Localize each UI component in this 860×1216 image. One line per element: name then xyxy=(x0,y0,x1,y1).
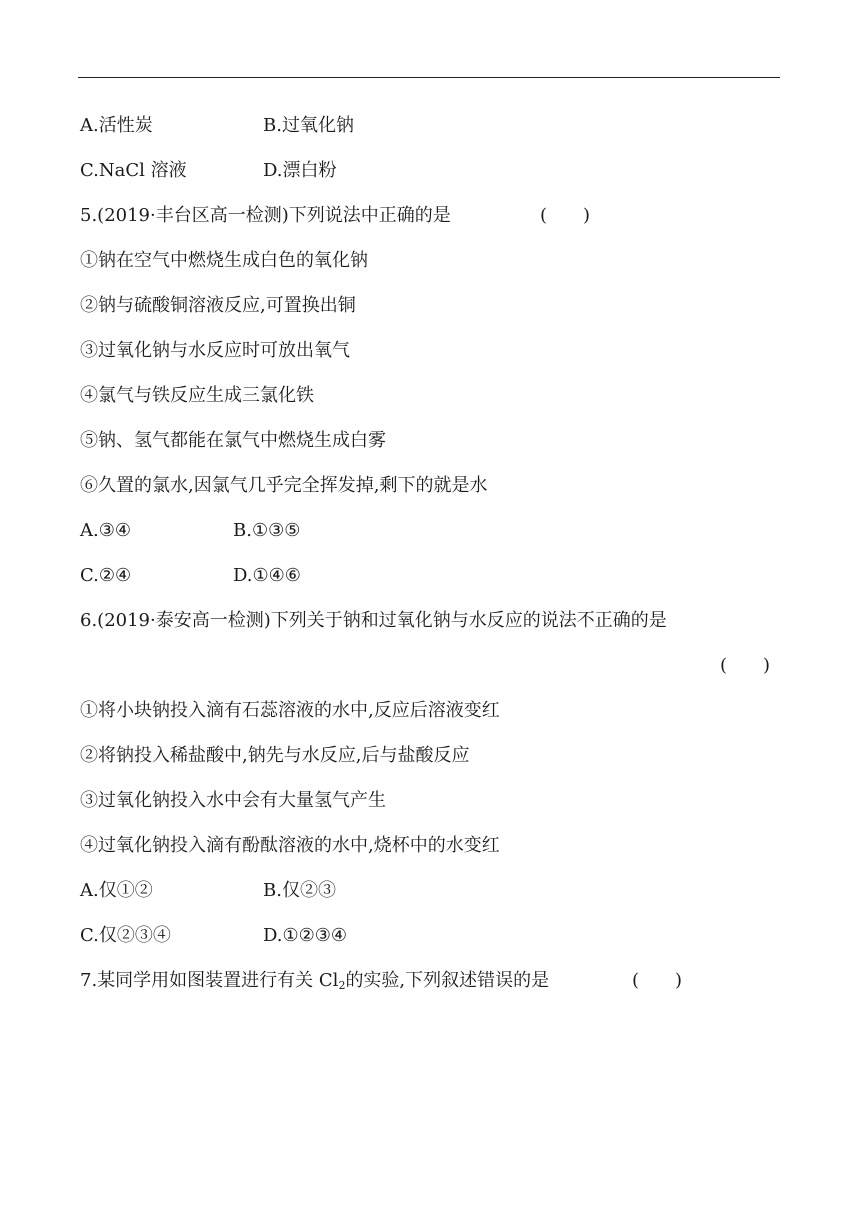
q7-stem-text-after: 的实验,下列叙述错误的是 xyxy=(345,970,550,991)
q5-option-b: B.①③⑤ xyxy=(233,520,301,541)
q6-answer-paren: ( ) xyxy=(720,655,771,676)
q6-item-1: ①将小块钠投入滴有石蕊溶液的水中,反应后溶液变红 xyxy=(80,700,500,721)
q5-item-5: ⑤钠、氢气都能在氯气中燃烧生成白雾 xyxy=(80,430,386,451)
q6-option-a: A.仅①② xyxy=(80,880,153,901)
q5-item-2: ②钠与硫酸铜溶液反应,可置换出铜 xyxy=(80,295,356,316)
q4-option-c: C.NaCl 溶液 xyxy=(80,160,187,181)
q5-item-6: ⑥久置的氯水,因氯气几乎完全挥发掉,剩下的就是水 xyxy=(80,475,488,496)
q7-stem-text: 7.某同学用如图装置进行有关 Cl xyxy=(80,970,339,991)
q5-option-d: D.①④⑥ xyxy=(233,565,301,586)
q6-item-4: ④过氧化钠投入滴有酚酞溶液的水中,烧杯中的水变红 xyxy=(80,835,500,856)
q4-option-b: B.过氧化钠 xyxy=(263,115,354,136)
q7-answer-paren: ( ) xyxy=(632,970,683,991)
header-rule xyxy=(78,77,780,78)
q6-item-3: ③过氧化钠投入水中会有大量氢气产生 xyxy=(80,790,386,811)
q5-option-c: C.②④ xyxy=(80,565,132,586)
q6-item-2: ②将钠投入稀盐酸中,钠先与水反应,后与盐酸反应 xyxy=(80,745,470,766)
q5-item-4: ④氯气与铁反应生成三氯化铁 xyxy=(80,385,314,406)
q5-item-3: ③过氧化钠与水反应时可放出氧气 xyxy=(80,340,350,361)
q6-option-d: D.①②③④ xyxy=(263,925,348,946)
q4-option-a: A.活性炭 xyxy=(80,115,153,136)
q5-item-1: ①钠在空气中燃烧生成白色的氧化钠 xyxy=(80,250,368,271)
q6-option-b: B.仅②③ xyxy=(263,880,336,901)
q5-answer-paren: ( ) xyxy=(540,205,591,226)
q5-stem: 5.(2019·丰台区高一检测)下列说法中正确的是 xyxy=(80,205,451,226)
q6-stem: 6.(2019·泰安高一检测)下列关于钠和过氧化钠与水反应的说法不正确的是 xyxy=(80,610,667,631)
q6-option-c: C.仅②③④ xyxy=(80,925,171,946)
q7-stem xyxy=(80,969,549,993)
q7-stem-subscript: 2 xyxy=(338,979,346,992)
q4-option-d: D.漂白粉 xyxy=(263,160,337,181)
q5-option-a: A.③④ xyxy=(80,520,131,541)
